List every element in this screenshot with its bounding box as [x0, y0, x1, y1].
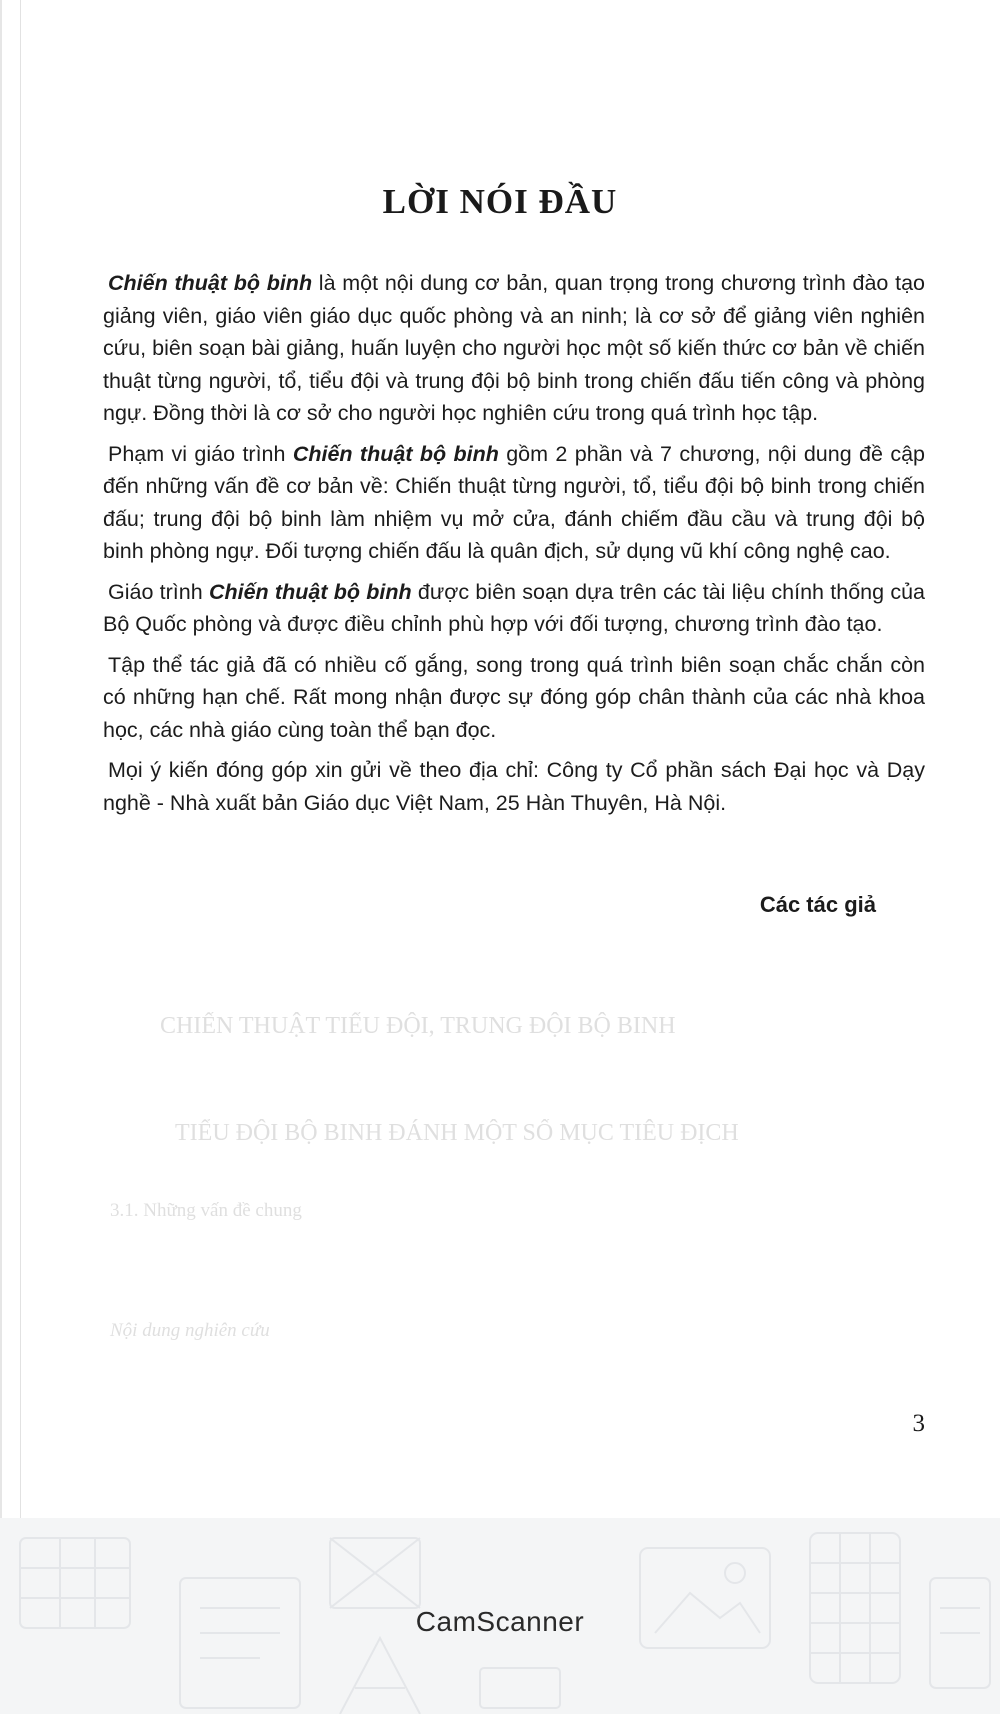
paragraph-text: Giáo trình: [108, 579, 209, 604]
page-edge: [20, 0, 21, 1518]
paragraph-text: là một nội dung cơ bản, quan trọng trong chương trình đào tạo giảng viên, giáo viên giáo dục quốc phòng và an ninh; là cơ sở để giảng viên nghiên cứu, biên soạn bài giảng, huấn luyện cho người học một số kiến thức cơ bản về chiến thuật từng người, tổ, tiểu đội và trung đội bộ binh trong chiến đấu tiến công và phòng ngự. Đồng thời là cơ sở cho người học nghiên cứu trong quá trình học tập.: [103, 271, 925, 425]
paragraph-text: Tập thể tác giả đã có nhiều cố gắng, song trong quá trình biên soạn chắc chắn còn có những hạn chế. Rất mong nhận được sự đóng góp chân thành của các nhà khoa học, các nhà giáo cùng toàn thể bạn đọc.: [103, 652, 925, 742]
page-title: LỜI NÓI ĐẦU: [382, 182, 618, 221]
paragraph: [103, 267, 925, 430]
authors-signature: Các tác giả: [759, 892, 876, 917]
paragraph: [103, 754, 925, 819]
camscanner-watermark: CamScanner: [415, 1606, 585, 1637]
page-number: 3: [912, 1410, 925, 1437]
bleed-through-text: 3.1. Những vấn đề chung: [110, 1200, 302, 1221]
preface-body: [103, 267, 925, 827]
bleed-through-text: Nội dung nghiên cứu: [110, 1320, 270, 1341]
paragraph: [103, 649, 925, 747]
bleed-through-text: CHIẾN THUẬT TIỂU ĐỘI, TRUNG ĐỘI BỘ BINH: [160, 1013, 676, 1039]
paragraph-text: Mọi ý kiến đóng góp xin gửi về theo địa chỉ: Công ty Cổ phần sách Đại học và Dạy nghề - Nhà xuất bản Giáo dục Việt Nam, 25 Hàn Thuyên, Hà Nội.: [103, 758, 925, 815]
scanner-footer: [0, 1518, 1000, 1714]
bleed-through-text: TIỂU ĐỘI BỘ BINH ĐÁNH MỘT SỐ MỤC TIÊU ĐỊCH: [175, 1120, 739, 1146]
paragraph-text: Phạm vi giáo trình: [108, 441, 293, 466]
paragraph-text: được biên soạn dựa trên các tài liệu chính thống của Bộ Quốc phòng và được điều chỉnh phù hợp với đối tượng, chương trình đào tạo.: [103, 579, 925, 636]
book-title-emphasis: Chiến thuật bộ binh: [292, 441, 499, 466]
paragraph: [103, 576, 925, 641]
book-title-emphasis: Chiến thuật bộ binh: [108, 271, 313, 295]
paragraph-text: gồm 2 phần và 7 chương, nội dung đề cập đến những vấn đề cơ bản về: Chiến thuật từng người, tổ, tiểu đội bộ binh trong chiến đấu; trung đội bộ binh làm nhiệm vụ mở cửa, đánh chiếm đầu cầu và trung đội bộ binh phòng ngự. Đối tượng chiến đấu là quân địch, sử dụng vũ khí công nghệ cao.: [103, 441, 925, 563]
book-title-emphasis: Chiến thuật bộ binh: [208, 579, 412, 604]
paragraph: [103, 438, 925, 568]
